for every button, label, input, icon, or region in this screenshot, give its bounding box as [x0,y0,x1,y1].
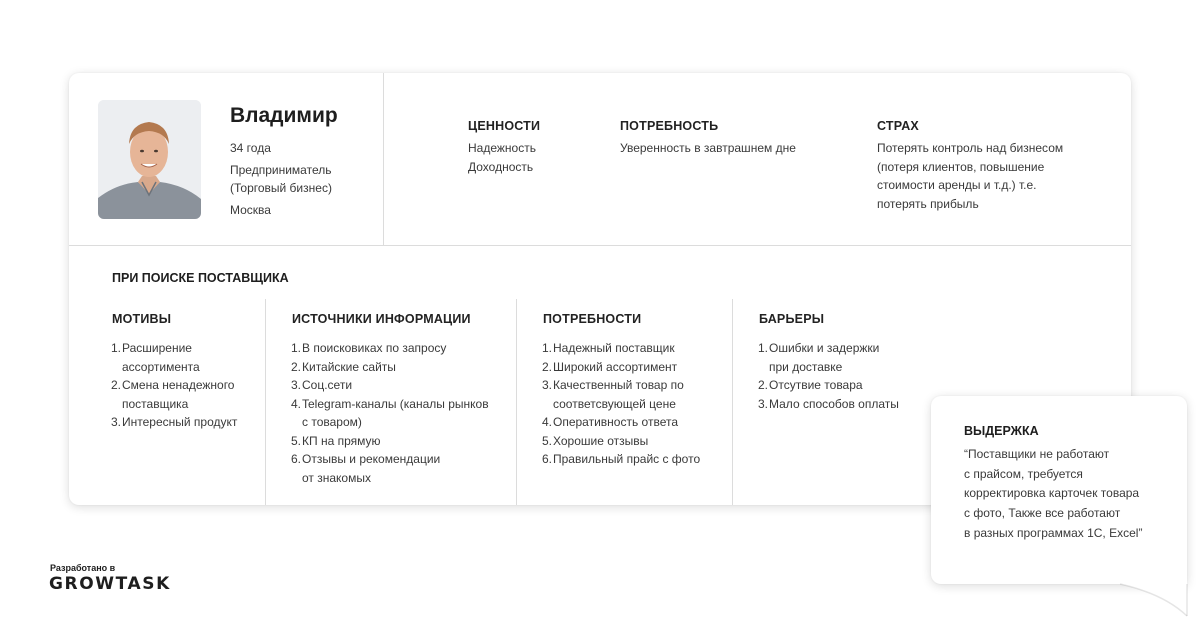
list-item: 6. Правильный прайс с фото [542,452,701,466]
occupation-line: (Торговый бизнес) [230,181,332,195]
list-item: 1. Расширение ассортимента [111,341,200,374]
quote-line: с фото, Также все работают [964,506,1121,521]
list-item: 2. Смена ненадежного поставщика [111,378,235,411]
needs-list [542,339,700,469]
list-item: 5. Хорошие отзывы [542,433,649,448]
fear-line: стоимости аренды и т.д.) т.е. [877,178,1037,192]
list-item: 1. Ошибки и задержки при доставке [758,341,880,374]
needs-title: ПОТРЕБНОСТИ [543,312,642,326]
values-line: Доходность [468,159,534,174]
list-item: 3. Соц.сети [291,378,353,392]
need-title: ПОТРЕБНОСТЬ [620,119,719,133]
quote-text [964,445,1179,544]
motives-title: МОТИВЫ [112,312,172,326]
avatar-photo [98,100,201,219]
quote-line: “Поставщики не работают [964,447,1110,461]
quote-title: ВЫДЕРЖКА [964,424,1039,438]
sources-title: ИСТОЧНИКИ ИНФОРМАЦИИ [292,312,471,326]
fear-line: Потерять контроль над бизнесом [877,141,1064,155]
motives-list [111,339,237,432]
list-item: 6. Отзывы и рекомендации от знакомых [291,452,441,485]
occupation-line: Предприниматель [230,163,332,177]
fear-line: потерять прибыль [877,196,979,211]
need-line: Уверенность в завтрашнем дне [620,141,796,155]
values-title: ЦЕННОСТИ [468,119,541,133]
column-divider [265,299,266,505]
fear-line: (потеря клиентов, повышение [877,159,1045,174]
divider-horizontal [69,245,1131,246]
quote-line: с прайсом, требуется [964,466,1083,481]
list-item: 1. Надежный поставщик [542,341,675,355]
quote-bubble [931,396,1187,584]
list-item: 1. В поисковиках по запросу [291,341,447,355]
quote-tail [1120,580,1188,620]
list-item: 3. Интересный продукт [111,415,238,429]
list-item: 4. Оперативность ответа [542,415,679,429]
divider-vertical [383,73,384,245]
list-item: 5. КП на прямую [291,433,381,448]
credit-text: Разработано в [50,563,116,573]
list-item: 3. Качественный товар по соответсвующей цене [542,378,684,411]
persona-city: Москва [230,203,271,217]
barriers-list [758,339,899,413]
need-list [620,139,796,158]
quote-line: корректировка карточек товара [964,486,1140,501]
fear-title: СТРАХ [877,119,919,133]
values-line: Надежность [468,141,536,155]
sources-list [291,339,489,487]
list-item: 3. Мало способов оплаты [758,396,899,411]
fear-text [877,139,1063,213]
persona-occupation [230,161,332,197]
column-divider [732,299,733,505]
list-item: 2. Отсутвие товара [758,378,863,392]
growtask-logo: GROWTASK [49,574,171,594]
persona-age: 34 года [230,141,271,155]
column-divider [516,299,517,505]
values-list [468,139,536,176]
list-item: 2. Широкий ассортимент [542,359,678,374]
barriers-title: БАРЬЕРЫ [759,312,825,326]
list-item: 2. Китайские сайты [291,359,396,374]
quote-line: в разных программах 1С, Excel” [964,525,1143,540]
persona-name: Владимир [230,104,338,127]
list-item: 4. Telegram-каналы (каналы рынков с товаром) [291,396,489,429]
section-title: ПРИ ПОИСКЕ ПОСТАВЩИКА [112,271,289,285]
